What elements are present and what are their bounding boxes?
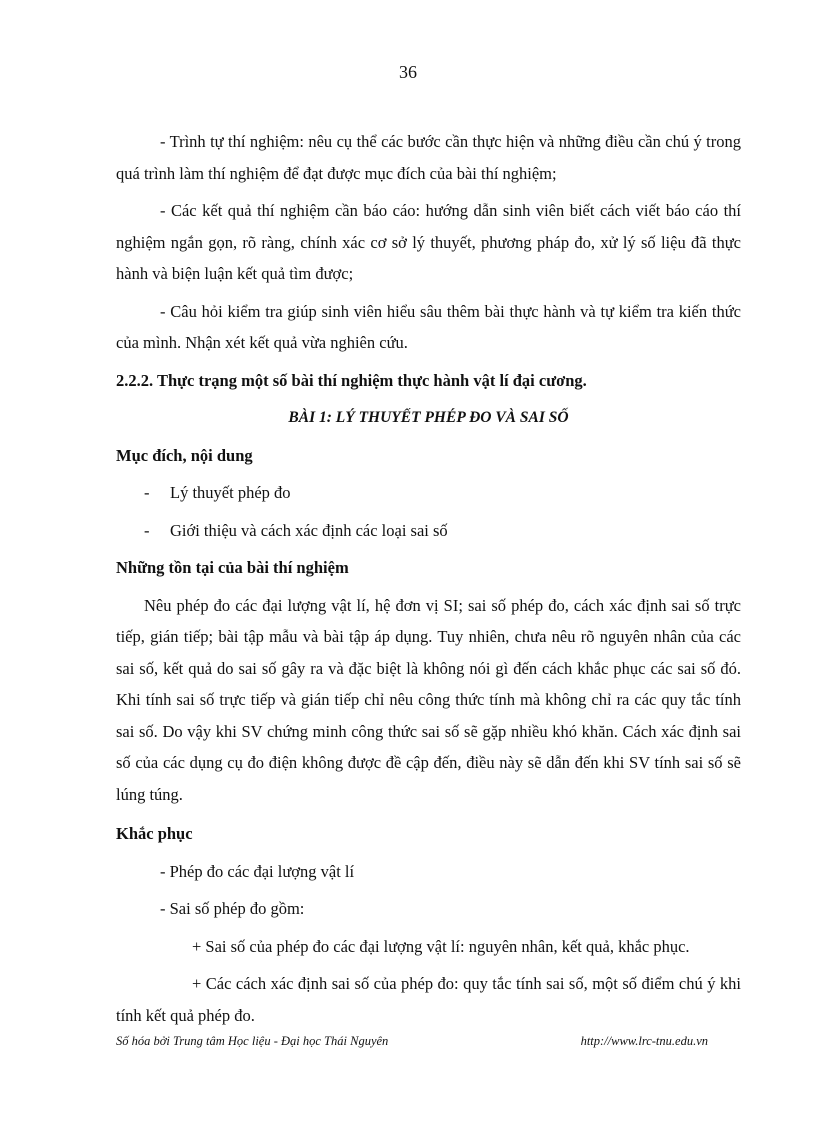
- footer-source: Số hóa bởi Trung tâm Học liệu - Đại học Thái Nguyên: [116, 1034, 389, 1048]
- dash-bullet-icon: -: [144, 483, 150, 502]
- list-item: [116, 515, 741, 547]
- paragraph-results: - Các kết quả thí nghiệm cần báo cáo: hướng dẫn sinh viên biết cách viết báo cáo thí nghiệm ngắn gọn, rõ ràng, chính xác cơ sở lý thuyết, phương pháp đo, xử lý số liệu đã thực hành và biện luận kết quả tìm được;: [116, 201, 741, 283]
- section-heading: 2.2.2. Thực trạng một số bài thí nghiệm thực hành vật lí đại cương.: [116, 370, 587, 390]
- issues-heading: Những tồn tại của bài thí nghiệm: [116, 558, 349, 577]
- lesson-title: BÀI 1: LÝ THUYẾT PHÉP ĐO VÀ SAI SỐ: [288, 409, 569, 426]
- page-footer: [116, 1034, 708, 1049]
- list-item: [116, 477, 741, 509]
- fix-sub-error-causes: + Sai số của phép đo các đại lượng vật lí: nguyên nhân, kết quả, khắc phục.: [192, 936, 690, 956]
- footer-url: http://www.lrc-tnu.edu.vn: [580, 1034, 708, 1048]
- purpose-item-text: Giới thiệu và cách xác định các loại sai số: [170, 520, 448, 540]
- purpose-item-text: Lý thuyết phép đo: [170, 483, 291, 502]
- purpose-heading: Mục đích, nội dung: [116, 445, 253, 465]
- fix-line-errors: - Sai số phép đo gồm:: [160, 899, 305, 918]
- fix-line-measurement: - Phép đo các đại lượng vật lí: [160, 861, 355, 881]
- page-number: 36: [399, 62, 417, 82]
- document-body: [116, 126, 741, 1037]
- paragraph-questions: - Câu hỏi kiểm tra giúp sinh viên hiểu sâu thêm bài thực hành và tự kiểm tra kiến thức của mình. Nhận xét kết quả vừa nghiên cứu.: [116, 301, 741, 352]
- fix-sub-error-rules: + Các cách xác định sai số của phép đo: quy tắc tính sai số, một số điểm chú ý khi tính kết quả phép đo.: [116, 974, 741, 1025]
- issues-paragraph: Nêu phép đo các đại lượng vật lí, hệ đơn vị SI; sai số phép đo, cách xác định sai số trực tiếp, gián tiếp; bài tập mẫu và bài tập áp dụng. Tuy nhiên, chưa nêu rõ nguyên nhân của các sai số, kết quả do sai số gây ra và đặc biệt là không nói gì đến cách khắc phục các sai số đó. Khi tính sai số trực tiếp và gián tiếp chỉ nêu công thức tính mà không chỉ ra các quy tắc tính sai số. Do vậy khi SV chứng minh công thức sai số sẽ gặp nhiều khó khăn. Cách xác định sai số của các dụng cụ đo điện không được đề cập đến, điều này sẽ dẫn đến khi SV tính sai số sẽ lúng túng.: [116, 595, 741, 804]
- paragraph-procedure: - Trình tự thí nghiệm: nêu cụ thể các bước cần thực hiện và những điều cần chú ý trong quá trình làm thí nghiệm để đạt được mục đích của bài thí nghiệm;: [116, 132, 741, 183]
- fix-heading: Khắc phục: [116, 824, 193, 843]
- dash-bullet-icon: -: [144, 520, 150, 540]
